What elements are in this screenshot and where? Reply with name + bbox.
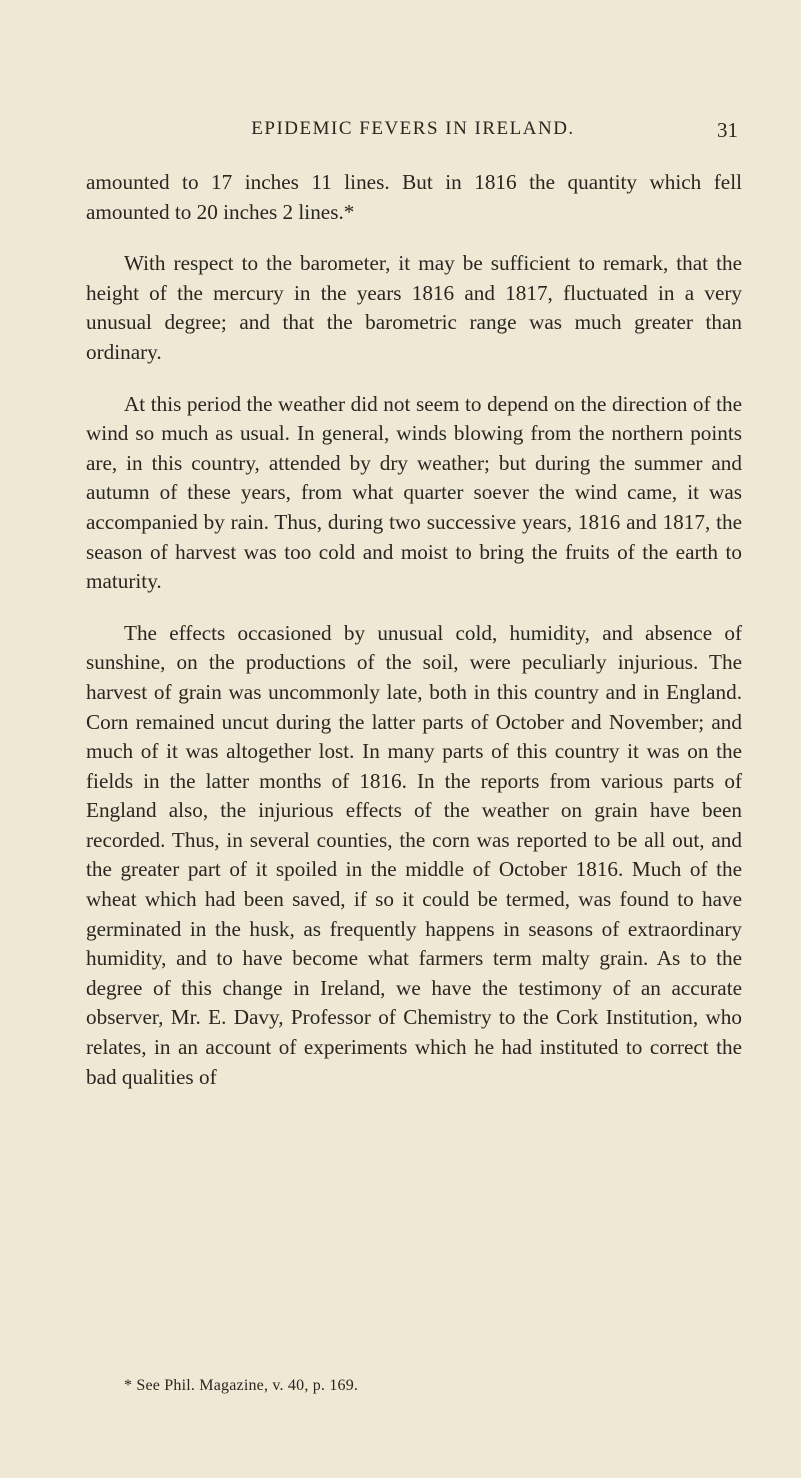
page-number: 31 <box>717 118 738 142</box>
body-text <box>86 168 742 1114</box>
paragraph-effects: The effects occasioned by unusual cold, humidity, and absence of sunshine, on the productions of the soil, were peculiarly injurious. The harvest of grain was uncommonly late, both in this country and in England. Corn remained uncut during the latter parts of October and November; and much of it was altogether lost. In many parts of this country it was on the fields in the latter months of 1816. In the reports from various parts of England also, the injurious effects of the weather on grain have been recorded. Thus, in several counties, the corn was reported to be all out, and the greater part of it spoiled in the middle of October 1816. Much of the wheat which had been saved, if so it could be termed, was found to have germinated in the husk, as frequently happens in seasons of extraordinary humidity, and to have become what farmers term malty grain. As to the degree of this change in Ireland, we have the testimony of an accurate observer, Mr. E. Davy, Professor of Chemistry to the Cork Institution, who relates, in an account of experiments which he had instituted to correct the bad qualities of <box>86 620 742 1089</box>
paragraph-weather: At this period the weather did not seem to depend on the direction of the wind so much as usual. In general, winds blowing from the northern points are, in this country, attended by dry weather; but during the summer and autumn of these years, from what quarter soever the wind came, it was accompanied by rain. Thus, during two successive years, 1816 and 1817, the season of harvest was too cold and moist to bring the fruits of the earth to maturity. <box>86 391 742 594</box>
footnote: * See Phil. Magazine, v. 40, p. 169. <box>124 1377 359 1394</box>
paragraph-barometer: With respect to the barometer, it may be sufficient to remark, that the height of the mercury in the years 1816 and 1817, fluctuated in a very unusual degree; and that the barometric range was much greater than ordinary. <box>86 251 742 364</box>
running-title: EPIDEMIC FEVERS IN IRELAND. <box>251 118 575 139</box>
running-head <box>88 118 738 148</box>
paragraph-continued: amounted to 17 inches 11 lines. But in 1816 the quantity which fell amounted to 20 inches 2 lines.* <box>86 170 742 224</box>
